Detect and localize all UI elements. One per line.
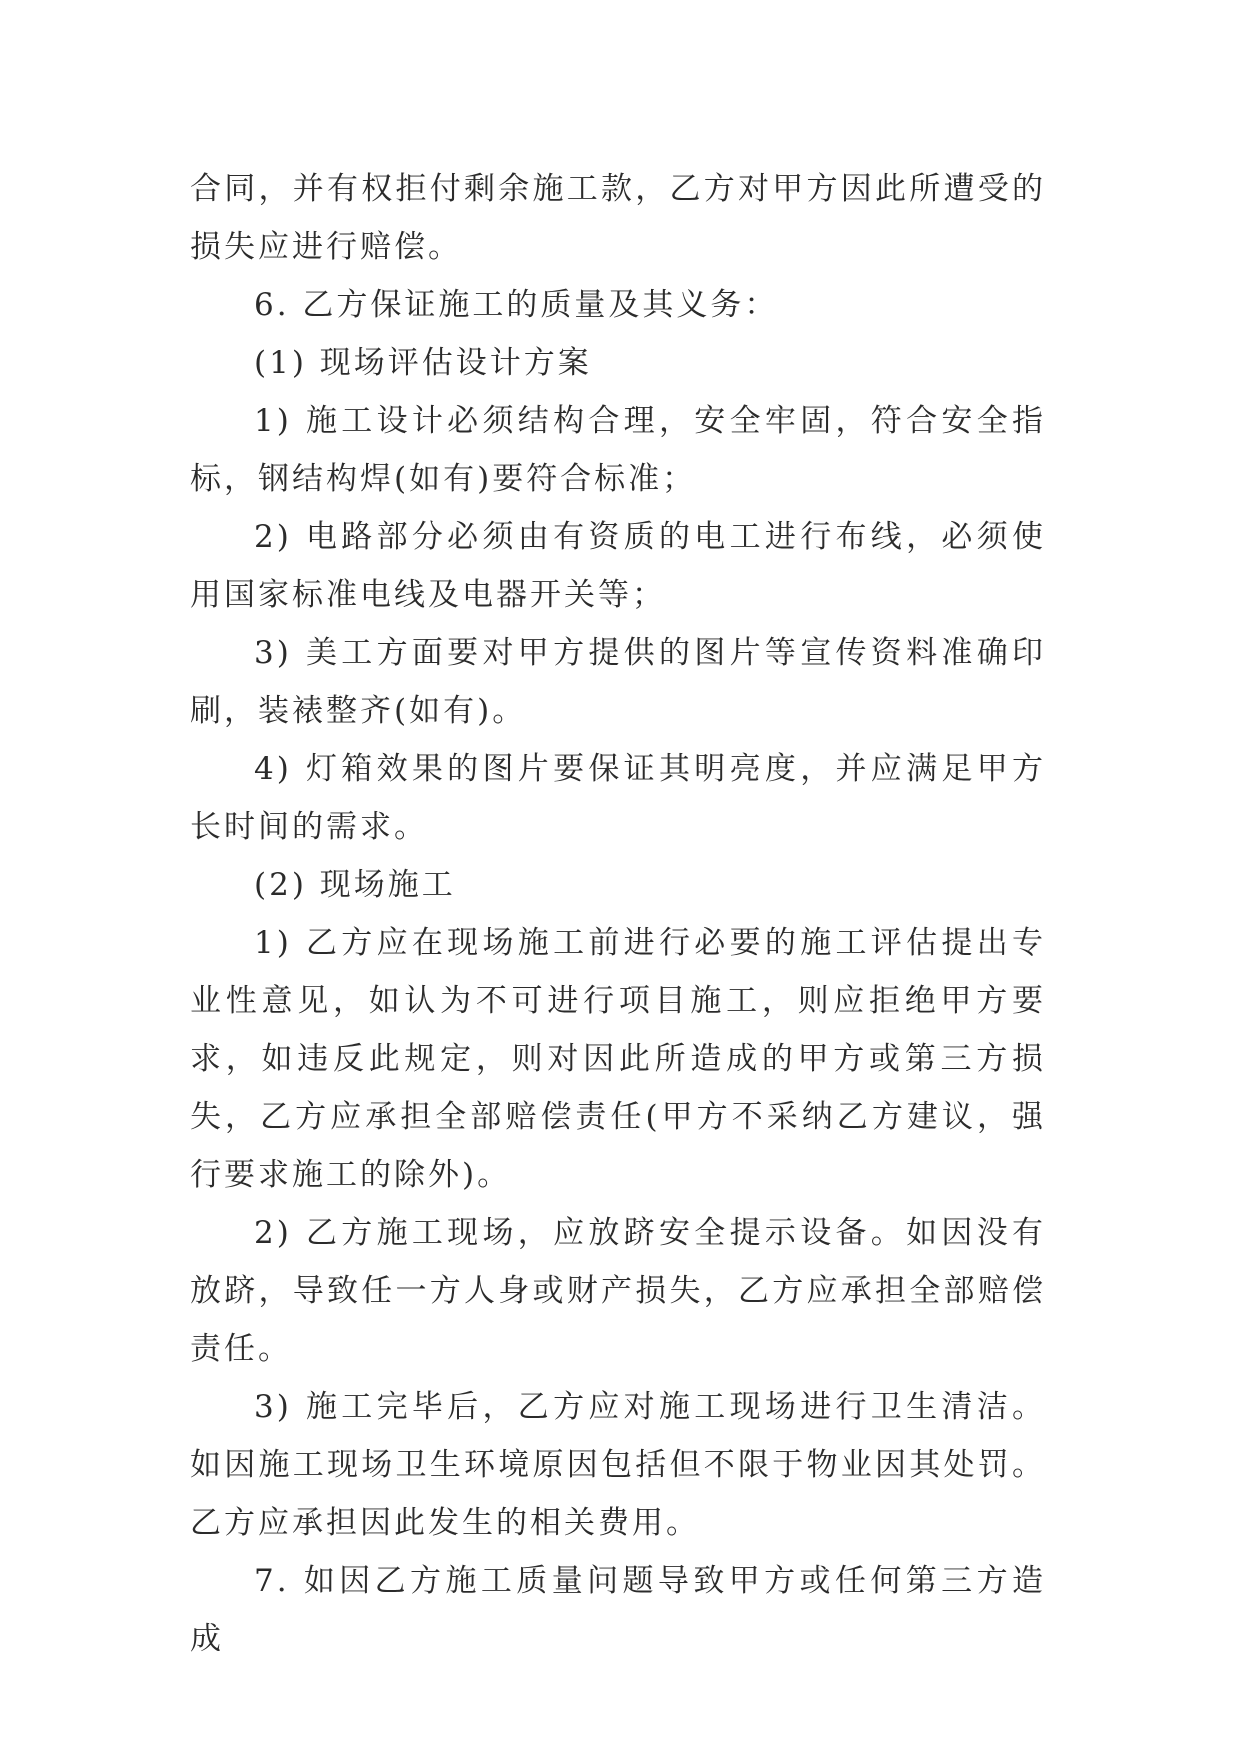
paragraph: (2) 现场施工	[254, 867, 456, 903]
paragraph: 3) 美工方面要对甲方提供的图片等宣传资料准确印刷，装裱整齐(如有)。	[190, 635, 1046, 729]
document-body	[190, 160, 1046, 1668]
paragraph: 4) 灯箱效果的图片要保证其明亮度，并应满足甲方长时间的需求。	[190, 751, 1046, 845]
paragraph: 6. 乙方保证施工的质量及其义务：	[254, 287, 779, 323]
paragraph: 1) 乙方应在现场施工前进行必要的施工评估提出专业性意见，如认为不可进行项目施工，则应拒绝甲方要求，如违反此规定，则对因此所造成的甲方或第三方损失，乙方应承担全部赔偿责任(甲方不采纳乙方建议，强行要求施工的除外)。	[190, 925, 1046, 1193]
paragraph: 3) 施工完毕后，乙方应对施工现场进行卫生清洁。如因施工现场卫生环境原因包括但不限于物业因其处罚。乙方应承担因此发生的相关费用。	[190, 1389, 1046, 1541]
paragraph: 1) 施工设计必须结构合理，安全牢固，符合安全指标，钢结构焊(如有)要符合标准；	[190, 403, 1046, 497]
paragraph: 2) 乙方施工现场，应放跻安全提示设备。如因没有放跻，导致任一方人身或财产损失，乙方应承担全部赔偿责任。	[190, 1215, 1046, 1367]
paragraph: 2) 电路部分必须由有资质的电工进行布线，必须使用国家标准电线及电器开关等；	[190, 519, 1046, 613]
paragraph: (1) 现场评估设计方案	[254, 345, 592, 381]
paragraph: 合同，并有权拒付剩余施工款，乙方对甲方因此所遭受的损失应进行赔偿。	[190, 171, 1046, 265]
paragraph: 7. 如因乙方施工质量问题导致甲方或任何第三方造成	[190, 1563, 1046, 1657]
